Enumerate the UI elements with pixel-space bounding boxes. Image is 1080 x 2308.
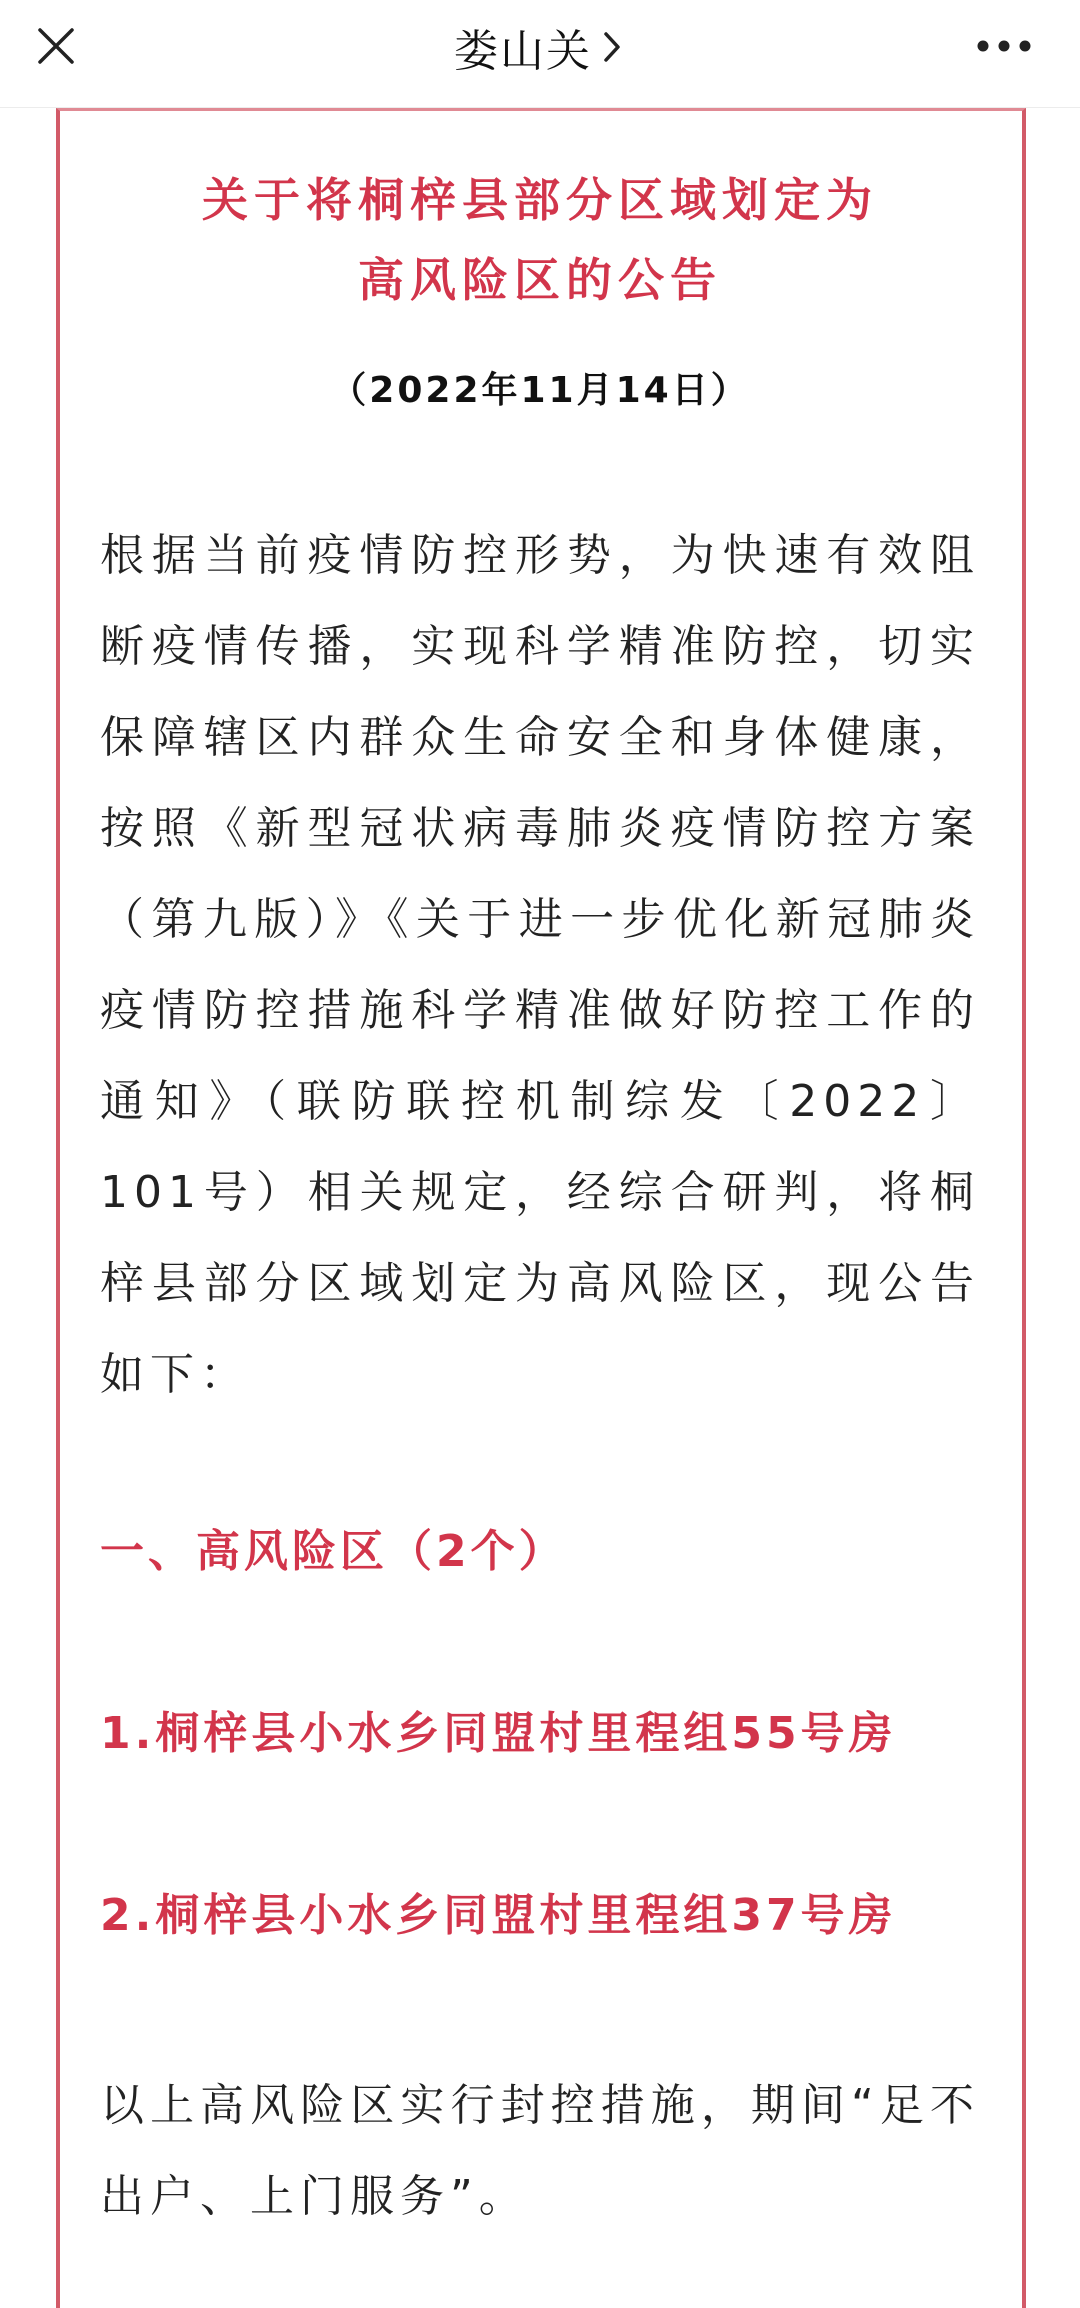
- close-button[interactable]: [24, 14, 88, 78]
- account-title-link[interactable]: [454, 12, 626, 82]
- top-nav-bar: [0, 0, 1080, 108]
- article-date: （2022年11月14日）: [330, 370, 750, 411]
- more-button[interactable]: [968, 14, 1040, 78]
- section-heading-high-risk: 一、高风险区（2个）: [100, 1526, 567, 1577]
- close-icon: [36, 26, 76, 66]
- high-risk-item-2: 2.桐梓县小水乡同盟村里程组37号房: [100, 1890, 897, 1941]
- article-title: [0, 160, 1080, 320]
- more-horizontal-icon: [976, 39, 1032, 53]
- chevron-right-icon: [602, 27, 626, 67]
- article-intro-paragraph: 根据当前疫情防控形势，为快速有效阻断疫情传播，实现科学精准防控，切实保障辖区内群众生命安全和身体健康，按照《新型冠状病毒肺炎疫情防控方案（第九版）》《关于进一步优化新冠肺炎疫情防控措施科学精准做好防控工作的通知》（联防联控机制综发〔2022〕101号）相关规定，经综合研判，将桐梓县部分区域划定为高风险区，现公告如下：: [100, 530, 980, 1400]
- article-title-line-2: 高风险区的公告: [358, 253, 722, 307]
- article-title-line-1: 关于将桐梓县部分区域划定为: [202, 173, 878, 227]
- closing-paragraph: 以上高风险区实行封控措施，期间“足不出户、上门服务”。: [100, 2080, 980, 2222]
- high-risk-item-1: 1.桐梓县小水乡同盟村里程组55号房: [100, 1708, 897, 1759]
- account-name: 娄山关: [454, 26, 592, 77]
